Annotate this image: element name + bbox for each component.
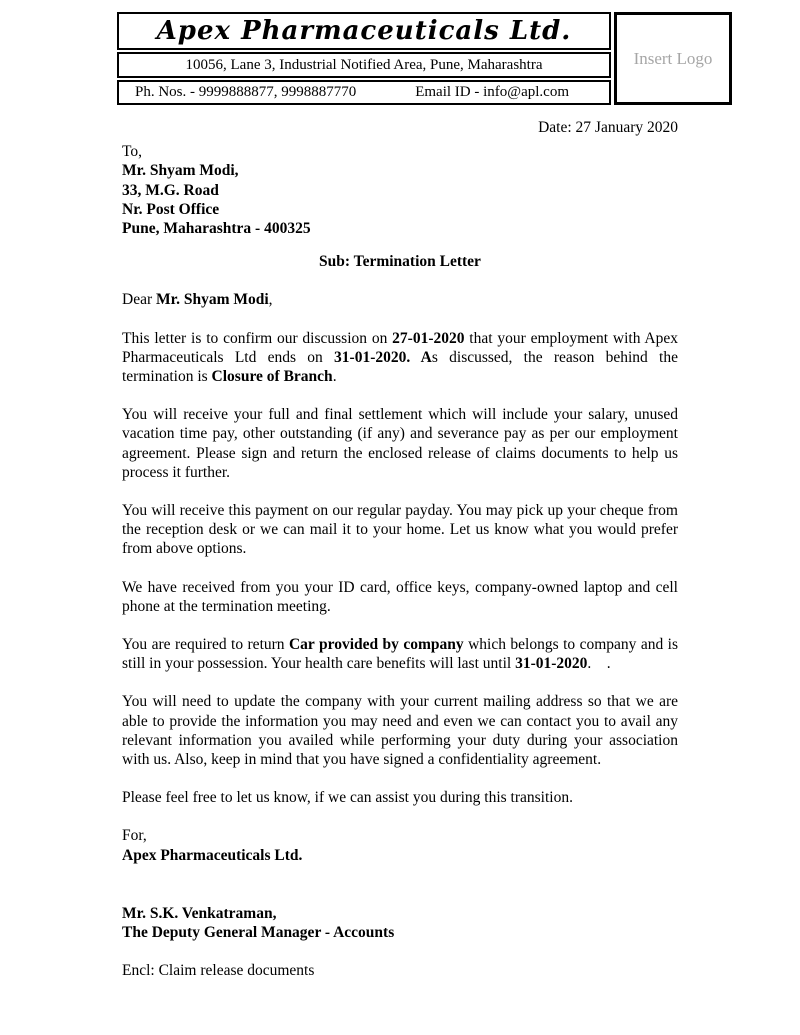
paragraph-items-received: We have received from you your ID card, office keys, company-owned laptop and cell phone at the termination meeting. [122, 578, 678, 615]
company-phone: Ph. Nos. - 9999888877, 9998887770 [135, 84, 357, 100]
greeting: Dear Mr. Shyam Modi, [122, 291, 273, 309]
recipient-name: Mr. Shyam Modi, [122, 162, 239, 180]
date-line: Date: 27 January 2020 [538, 119, 678, 136]
paragraph-return-items: You are required to return Car provided by company which belongs to company and is still in your possession. Your health care benefits will last until 31-01-2020. . [122, 636, 678, 673]
recipient-street: 33, M.G. Road [122, 181, 219, 199]
paragraph-settlement: You will receive your full and final settlement which will include your salary, unused vacation time pay, other outstanding (if any) and severance pay as per our employment agreement. Please sign and return the enclosed release of claims documents to help us process it further. [122, 406, 678, 481]
paragraph-termination-confirmation: This letter is to confirm our discussion on 27-01-2020 that your employment with Apex Pharmaceuticals Ltd ends on 31-01-2020. As discussed, the reason behind the termination is Closure of Branch. [122, 329, 678, 386]
closing-company: Apex Pharmaceuticals Ltd. [122, 846, 303, 864]
letter-body [122, 118, 678, 981]
company-contact-row [117, 80, 611, 105]
signatory-block [122, 904, 678, 942]
company-email: Email ID - info@apl.com [415, 84, 569, 100]
company-name: Apex Pharmaceuticals Ltd. [117, 12, 611, 50]
logo-placeholder: Insert Logo [614, 12, 732, 105]
recipient-landmark: Nr. Post Office [122, 200, 220, 218]
letterhead-left-column [117, 12, 611, 105]
recipient-to: To, [122, 143, 143, 161]
paragraph-mailing-address: You will need to update the company with your current mailing address so that we are able to provide the information you may need and even we can contact you to avail any relevant information you availed while performing your duty during your association with us. Also, keep in mind that you have signed a confidentiality agreement. [122, 693, 678, 769]
subject-line: Sub: Termination Letter [319, 253, 481, 271]
closing-for: For, [122, 827, 147, 845]
signatory-title: The Deputy General Manager - Accounts [122, 924, 395, 942]
closing-block [122, 826, 678, 864]
paragraph-assist: Please feel free to let us know, if we can assist you during this transition. [122, 789, 573, 807]
enclosure-note: Encl: Claim release documents [122, 962, 315, 980]
recipient-block [122, 142, 678, 238]
paragraph-payment: You will receive this payment on our regular payday. You may pick up your cheque from the reception desk or we can mail it to your home. Let us know what you would prefer from above options. [122, 502, 678, 558]
signatory-name: Mr. S.K. Venkatraman, [122, 904, 277, 922]
recipient-city: Pune, Maharashtra - 400325 [122, 220, 311, 238]
letterhead [117, 12, 732, 105]
company-address: 10056, Lane 3, Industrial Notified Area, Pune, Maharashtra [117, 52, 611, 78]
